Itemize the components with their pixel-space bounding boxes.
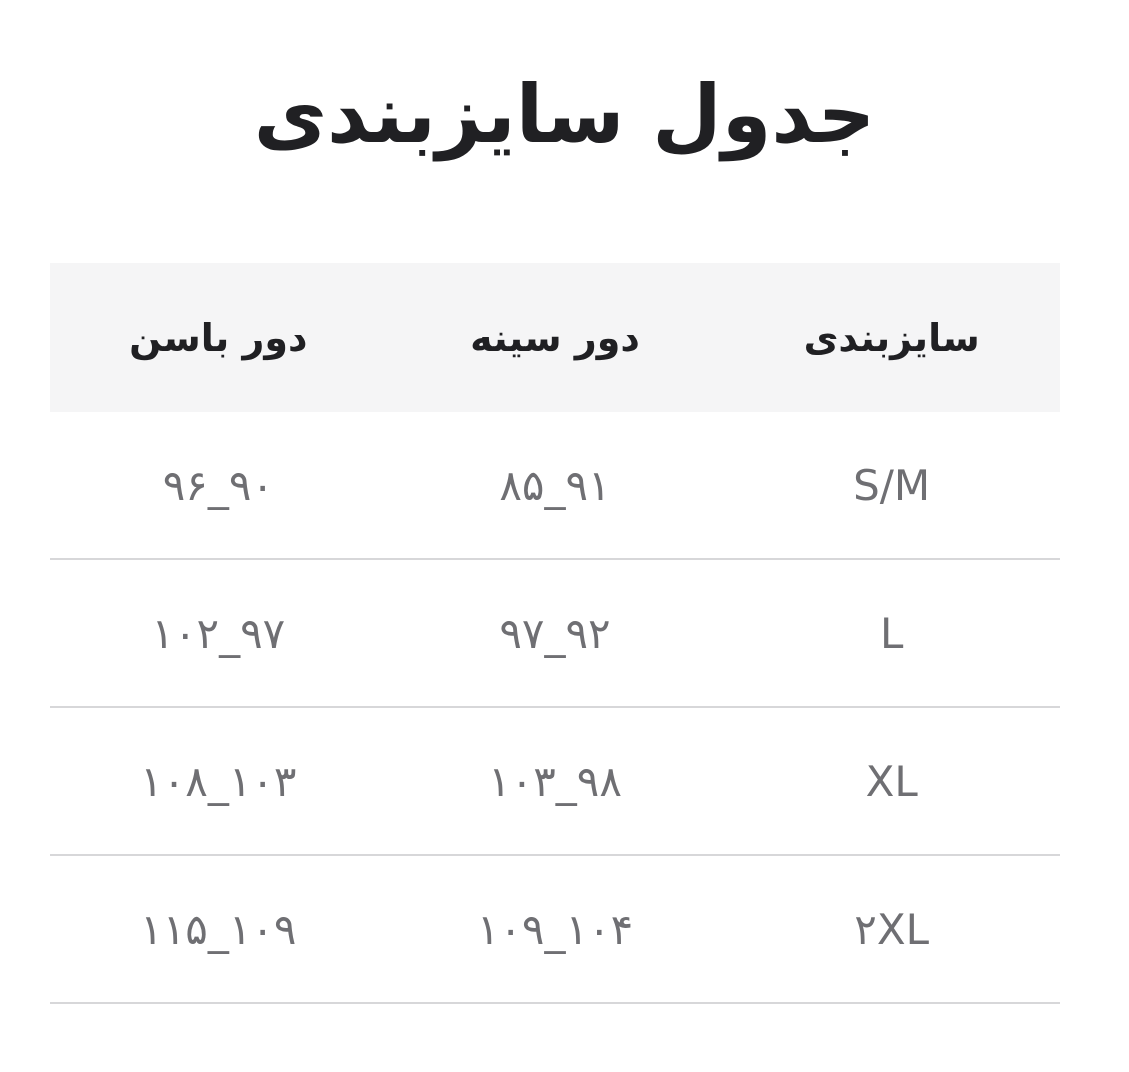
size-cell: S/M (853, 460, 931, 510)
size-cell: XL (865, 756, 918, 806)
table-header-row (50, 263, 1060, 412)
chest-cell: ۱۰۹_۱۰۴ (476, 904, 634, 954)
hip-cell: ۱۱۵_۱۰۹ (140, 904, 297, 954)
column-header-hip: دور باسن (129, 315, 308, 360)
chest-cell: ۹۷_۹۲ (499, 608, 611, 658)
table-row (50, 708, 1060, 856)
size-table (50, 263, 1060, 1004)
table-row (50, 412, 1060, 560)
chest-cell: ۸۵_۹۱ (499, 460, 611, 510)
table-row (50, 856, 1060, 1004)
hip-cell: ۱۰۲_۹۷ (151, 608, 286, 658)
hip-cell: ۹۶_۹۰ (162, 460, 274, 510)
hip-cell: ۱۰۸_۱۰۳ (140, 756, 297, 806)
size-cell: L (879, 608, 904, 658)
table-row (50, 560, 1060, 708)
column-header-size: سایزبندی (803, 315, 980, 360)
size-cell: ۲XL (854, 904, 930, 954)
column-header-chest: دور سینه (470, 315, 640, 360)
chest-cell: ۱۰۳_۹۸ (488, 756, 622, 806)
page-title: جدول سایزبندی (253, 68, 876, 161)
